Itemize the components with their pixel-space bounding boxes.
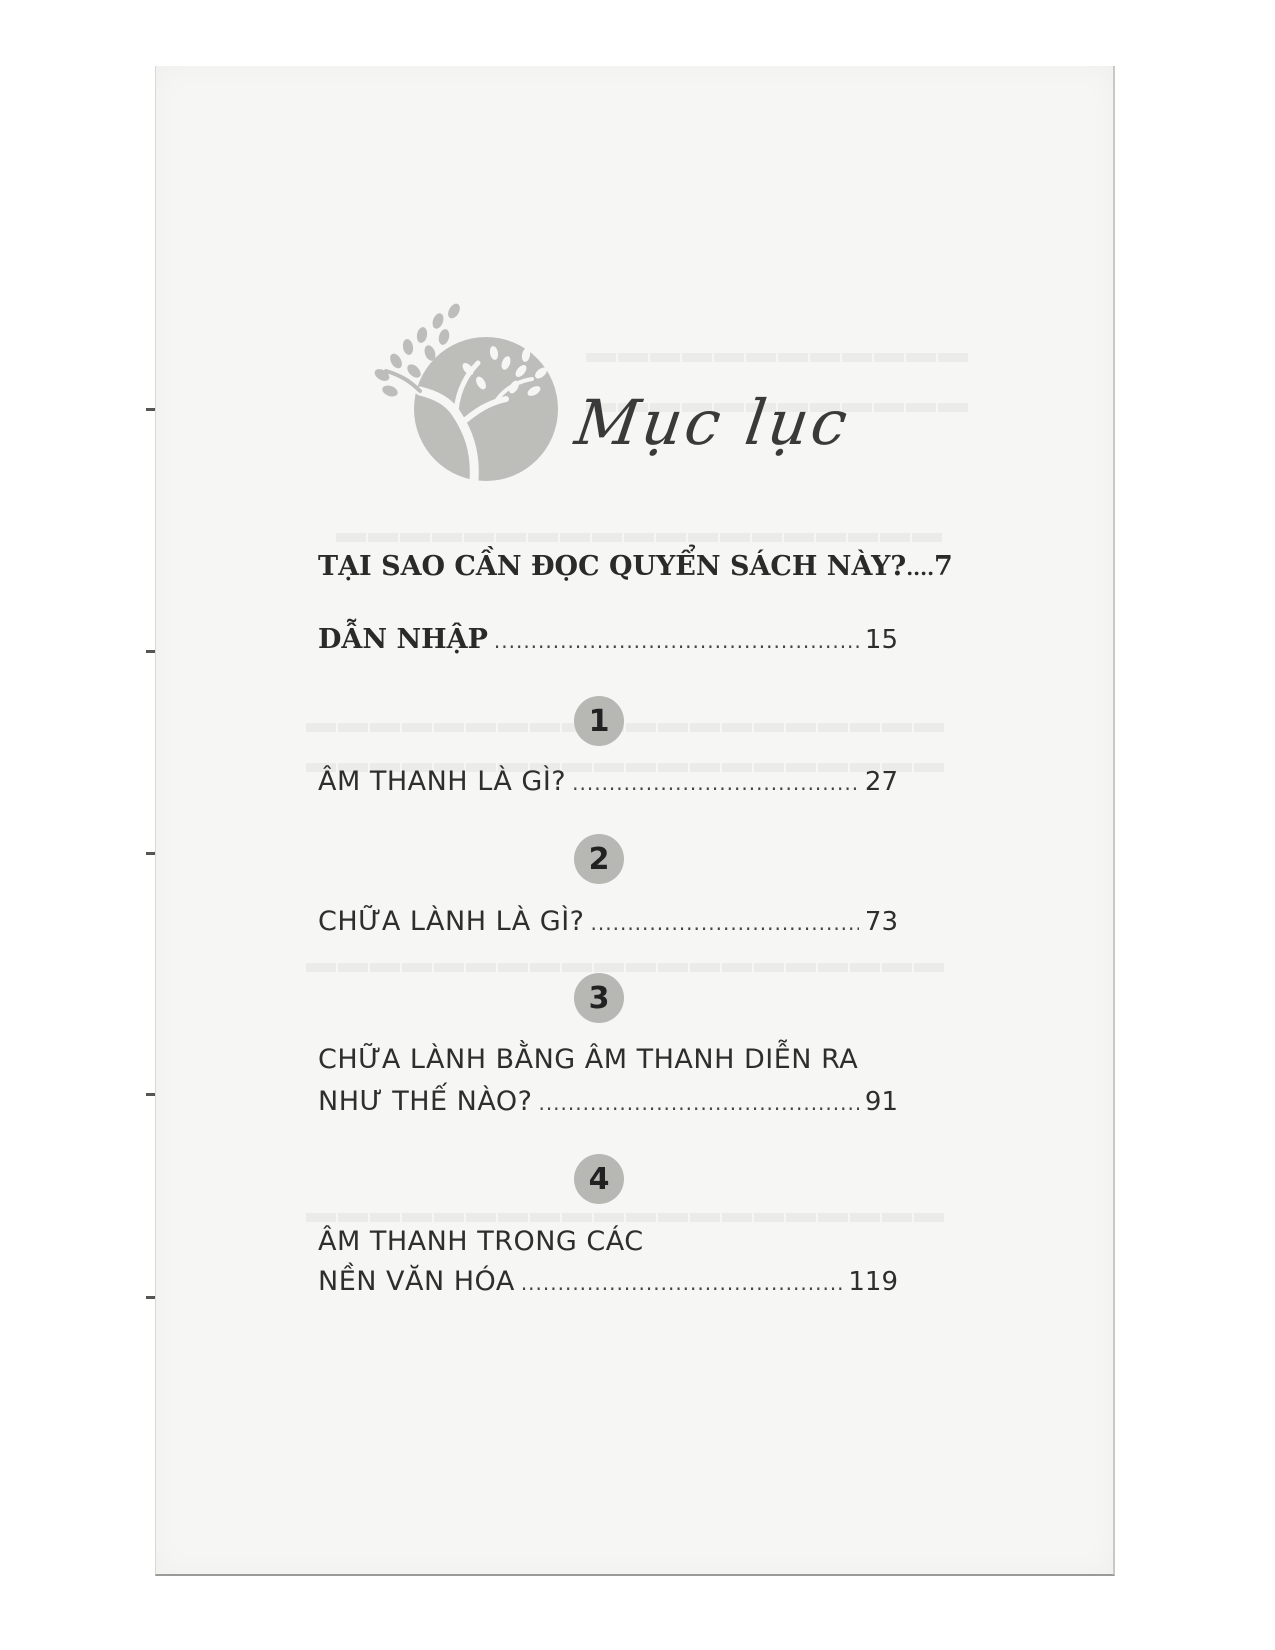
toc-entry-title: DẪN NHẬP	[318, 624, 488, 655]
chapter-number-badge: 1	[574, 696, 624, 746]
toc-entry-page: 73	[864, 907, 898, 937]
show-through-texture	[336, 516, 944, 550]
chapter-number-badge: 3	[574, 973, 624, 1023]
show-through-texture	[586, 336, 970, 370]
toc-entry-why-read[interactable]	[318, 551, 953, 582]
toc-entry-title: CHỮA LÀNH LÀ GÌ?	[318, 906, 585, 937]
toc-chapter-3-line2[interactable]	[318, 1086, 898, 1117]
toc-entry-page: 7	[934, 551, 953, 582]
toc-entry-introduction[interactable]	[318, 624, 898, 655]
toc-chapter-2[interactable]	[318, 906, 898, 937]
toc-entry-leader: ....	[906, 556, 935, 580]
toc-entry-title: ÂM THANH LÀ GÌ?	[318, 766, 567, 797]
toc-entry-title-continued: NHƯ THẾ NÀO?	[318, 1086, 533, 1117]
toc-entry-leader	[538, 1091, 858, 1115]
toc-entry-leader	[494, 629, 859, 653]
tree-in-circle-icon	[356, 291, 576, 481]
toc-heading: Mục lục	[570, 386, 855, 459]
chapter-number-badge: 4	[574, 1154, 624, 1204]
toc-entry-page: 27	[864, 767, 898, 797]
toc-chapter-4-line1[interactable]	[318, 1226, 898, 1257]
toc-entry-title: TẠI SAO CẦN ĐỌC QUYỂN SÁCH NÀY?	[318, 551, 907, 582]
chapter-number-badge: 2	[574, 834, 624, 884]
toc-entry-leader	[572, 771, 859, 795]
toc-entry-leader	[521, 1271, 843, 1295]
show-through-texture	[306, 946, 946, 980]
show-through-texture	[306, 706, 946, 740]
toc-entry-page: 119	[848, 1267, 898, 1297]
show-through-texture	[306, 1196, 946, 1230]
toc-entry-title: ÂM THANH TRONG CÁC	[318, 1226, 644, 1257]
toc-entry-leader	[591, 911, 859, 935]
toc-chapter-1[interactable]	[318, 766, 898, 797]
toc-entry-page: 91	[864, 1087, 898, 1117]
toc-entry-page: 15	[864, 625, 898, 655]
toc-entry-title-continued: NỀN VĂN HÓA	[318, 1266, 515, 1297]
toc-chapter-4-line2[interactable]	[318, 1266, 898, 1297]
toc-entry-title: CHỮA LÀNH BẰNG ÂM THANH DIỄN RA	[318, 1044, 859, 1075]
toc-chapter-3-line1[interactable]	[318, 1044, 898, 1075]
book-page	[155, 66, 1115, 1576]
